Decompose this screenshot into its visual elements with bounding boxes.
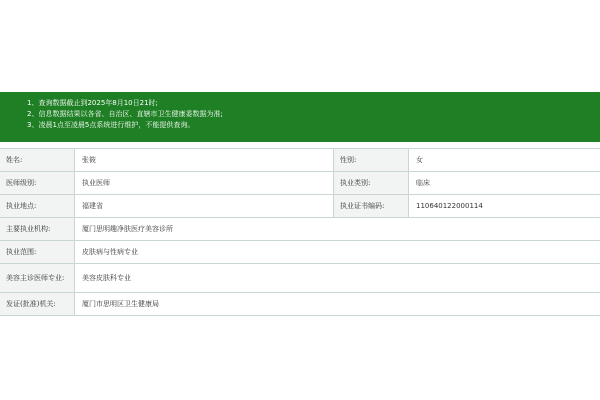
table-row <box>0 172 600 195</box>
doctor-info-table <box>0 148 600 316</box>
scope-label: 执业范围: <box>0 241 75 263</box>
table-row <box>0 293 600 316</box>
notice-line-1: 1、查询数据截止到2025年8月10日21时; <box>27 99 158 107</box>
table-row <box>0 241 600 264</box>
category-label: 执业类别: <box>333 172 409 194</box>
institution-label: 主要执业机构: <box>0 218 75 240</box>
location-value: 福建省 <box>82 202 103 210</box>
notice-banner <box>0 92 600 142</box>
name-label: 姓名: <box>0 149 75 171</box>
level-value: 执业医师 <box>82 179 110 187</box>
notice-line-3: 3、凌晨1点至凌晨5点系统进行维护，不能提供查询。 <box>27 121 195 129</box>
location-label: 执业地点: <box>0 195 75 217</box>
beauty-specialty-value: 美容皮肤科专业 <box>82 274 131 282</box>
name-value: 张筱 <box>82 156 96 164</box>
table-row <box>0 149 600 172</box>
table-row <box>0 195 600 218</box>
institution-value: 厦门思明趣净肤医疗美容诊所 <box>82 225 173 233</box>
category-value: 临床 <box>416 179 430 187</box>
cert-number-value: 110640122000114 <box>416 202 483 210</box>
level-label: 医师级别: <box>0 172 75 194</box>
beauty-specialty-label: 美容主诊医师专业: <box>0 264 75 292</box>
gender-label: 性别: <box>333 149 409 171</box>
notice-line-2: 2、信息数据结果以各省、自治区、直辖市卫生健康委数据为准; <box>27 110 223 118</box>
scope-value: 皮肤病与性病专业 <box>82 248 138 256</box>
table-row <box>0 264 600 293</box>
authority-label: 发证(批准)机关: <box>0 293 75 315</box>
cert-number-label: 执业证书编码: <box>333 195 409 217</box>
gender-value: 女 <box>416 156 423 164</box>
authority-value: 厦门市思明区卫生健康局 <box>82 300 159 308</box>
table-row <box>0 218 600 241</box>
